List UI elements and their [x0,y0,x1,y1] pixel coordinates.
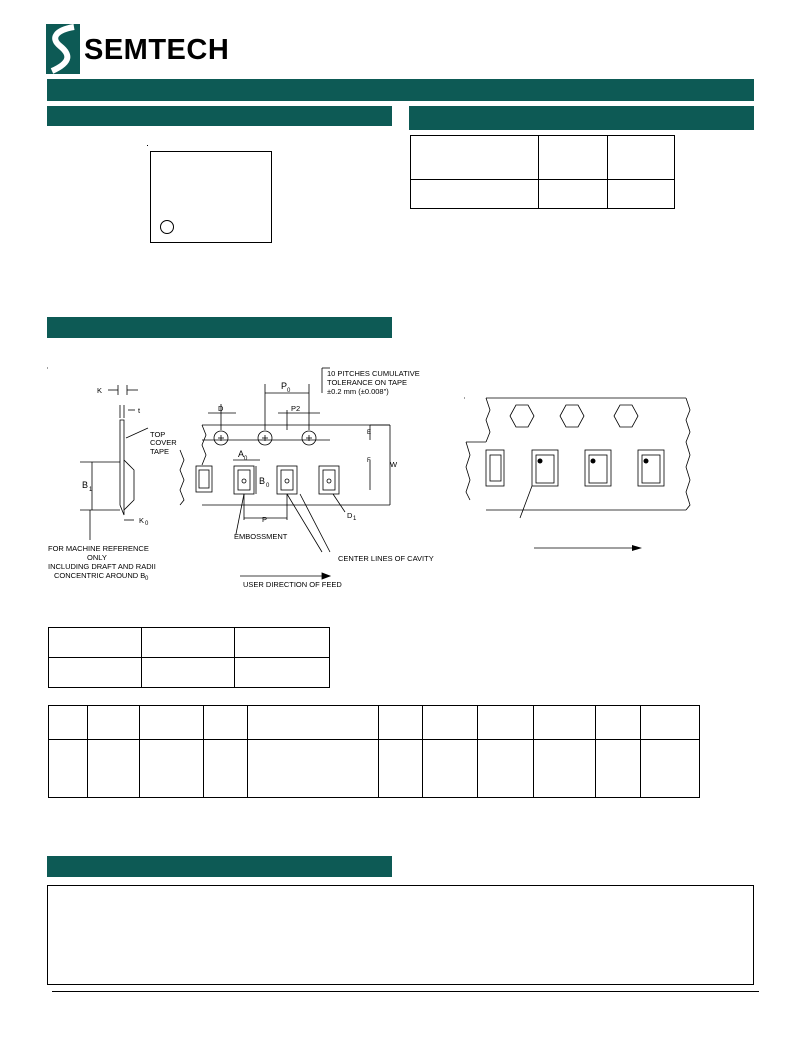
table-cell [248,740,379,798]
label-d: D [218,404,224,413]
table-cell [596,706,641,740]
label-a0: A [238,449,245,459]
brand-name: SEMTECH [84,34,230,66]
label-top-cover: TAPE [150,447,170,456]
label-b1: B [82,480,89,490]
label-p: P [262,515,268,524]
table-cell [88,706,140,740]
feed-direction-label: USER DIRECTION OF FEED [243,580,342,589]
table-cell [204,740,248,798]
tape-drawing [0,340,460,600]
table-cell [379,740,423,798]
pin1-marker [160,220,174,234]
table-cell [478,706,534,740]
table-cell [478,740,534,798]
machine-ref-note: INCLUDING DRAFT AND RADII [48,562,156,571]
table-cell [235,628,330,658]
pitch-note: TOLERANCE ON TAPE [327,378,408,387]
label-b0: B [259,476,266,486]
embossment-label: EMBOSSMENT [234,532,288,541]
label-p2: P2 [291,404,301,413]
section-bar-tape [47,317,392,338]
table-cell [534,740,596,798]
package-outline [150,151,272,243]
device-table [410,135,675,209]
table-row [49,628,330,658]
label-a0-sub: 0 [244,456,248,462]
machine-ref-sub: 0 [145,576,149,582]
table-cell [88,740,140,798]
tape-orientation-drawing [460,390,700,555]
center-lines-label: CENTER LINES OF CAVITY [338,554,434,563]
table-cell [379,706,423,740]
table-row [411,136,675,180]
table-cell [641,706,700,740]
section-bar-left [47,106,392,126]
feed-arrow-icon [632,545,642,551]
reel-table [48,627,330,688]
table-cell [235,658,330,688]
table-cell [142,658,235,688]
machine-ref-note: CONCENTRIC AROUND B [54,571,146,580]
table-cell [49,658,142,688]
table-cell [49,740,88,798]
label-k0: K [139,516,145,525]
label-p0-sub: 0 [287,388,291,394]
table-cell [411,136,539,180]
table-cell [608,180,675,209]
label-f: F [367,458,371,464]
table-cell [423,740,478,798]
label-b0-sub: 0 [266,483,270,489]
table-row [49,740,700,798]
table-cell [248,706,379,740]
table-cell [204,706,248,740]
label-t: t [138,406,141,415]
table-cell [534,706,596,740]
tape-dimensions-table [48,705,700,798]
label-b1-sub: 1 [89,487,93,493]
pin1-dot-icon [538,459,543,464]
header-bar [47,79,754,101]
table-cell [140,706,204,740]
label-w: W [390,460,398,469]
contact-box [47,885,754,985]
pitch-note: ±0.2 mm (±0.008") [327,387,389,396]
pin1-dot-icon [644,459,649,464]
label-d1: D [347,511,353,520]
pitch-note: 10 PITCHES CUMULATIVE [327,369,420,378]
table-row [49,658,330,688]
table-cell [49,706,88,740]
table-cell [539,180,608,209]
table-cell [641,740,700,798]
label-k0-sub: 0 [145,521,149,527]
label-p0: P [281,381,288,391]
label-top-cover: COVER [150,438,177,447]
table-cell [539,136,608,180]
semtech-logo-icon [46,24,80,74]
section-bar-right [409,106,754,130]
table-cell [411,180,539,209]
table-cell [596,740,641,798]
table-cell [142,628,235,658]
table-row [411,180,675,209]
label-k: K [97,386,103,395]
table-row [49,706,700,740]
machine-ref-note: ONLY [87,553,107,562]
table-cell [423,706,478,740]
table-cell [140,740,204,798]
table-cell [608,136,675,180]
package-tick [147,145,148,146]
machine-ref-note: FOR MACHINE REFERENCE [48,544,149,553]
label-top-cover: TOP [150,430,166,439]
footer-rule [52,991,759,992]
table-cell [49,628,142,658]
label-e: E [367,430,372,436]
section-bar-bottom [47,856,392,877]
label-d1-sub: 1 [353,516,357,522]
pin1-dot-icon [591,459,596,464]
